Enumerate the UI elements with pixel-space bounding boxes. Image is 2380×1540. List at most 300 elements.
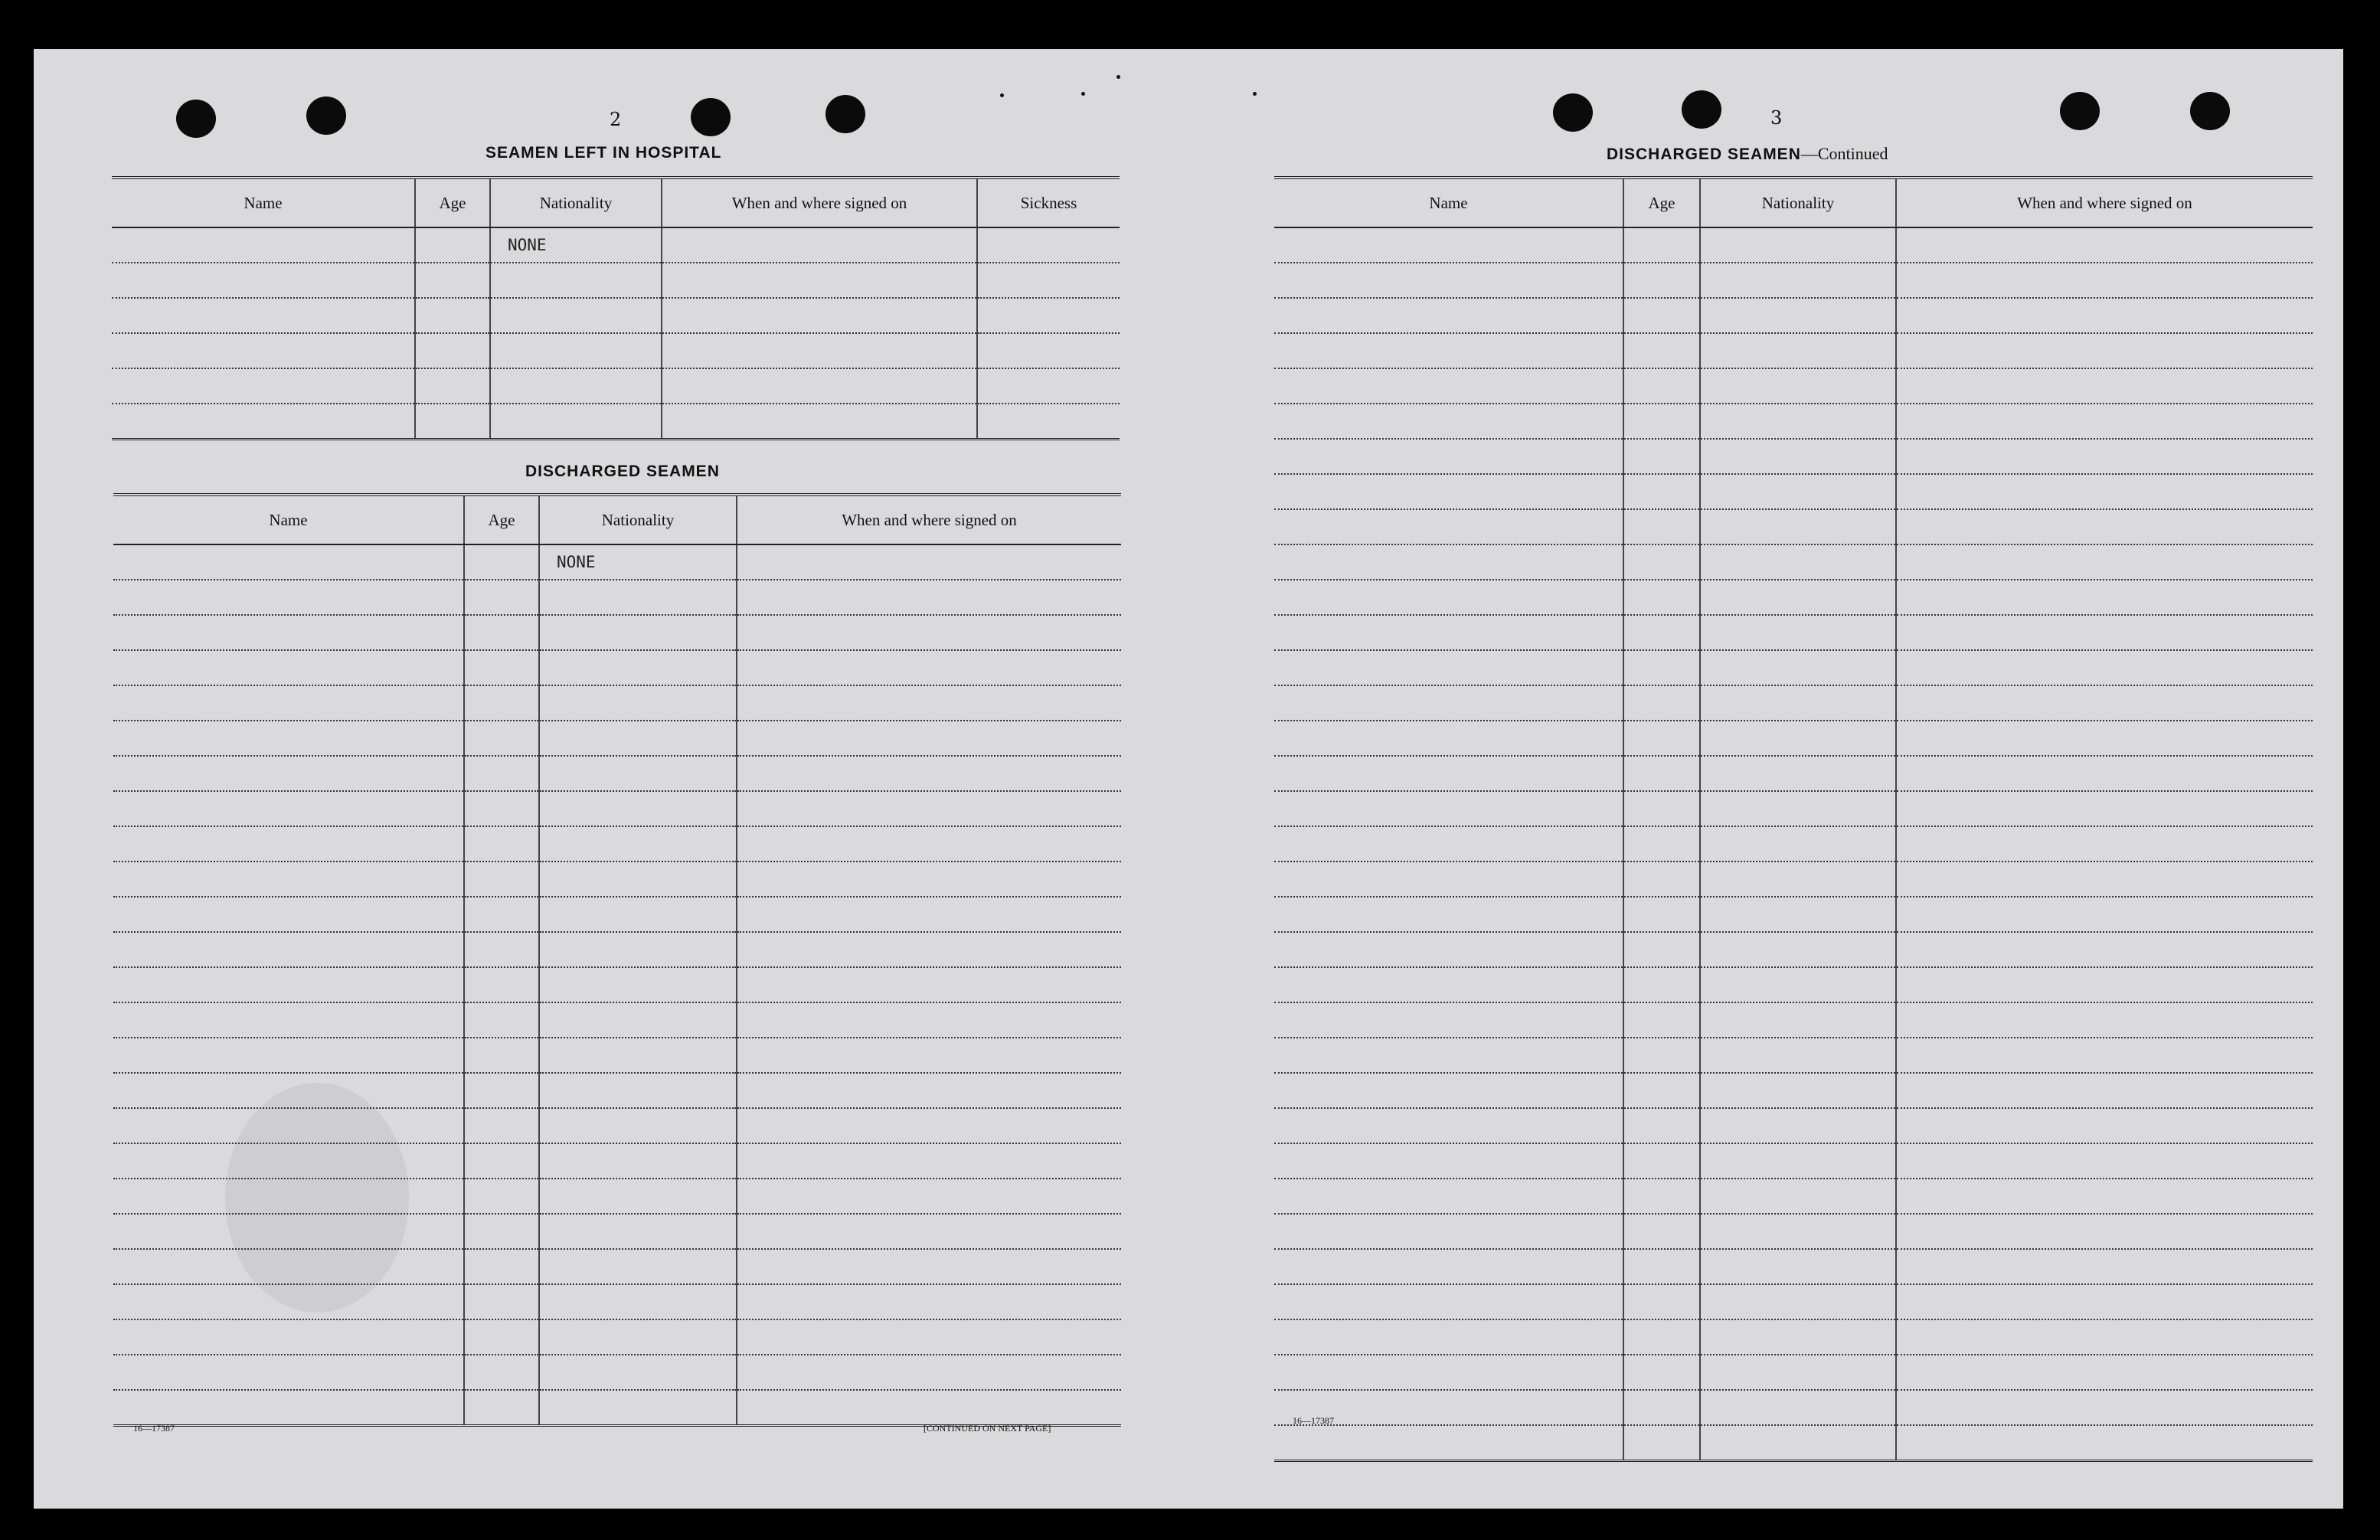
cell [113, 650, 464, 685]
table-row [113, 580, 1121, 615]
table-row [1274, 756, 2313, 791]
cell [1700, 1143, 1896, 1179]
dust-speck [1253, 92, 1257, 96]
cell [1623, 1319, 1700, 1355]
cell [113, 1073, 464, 1108]
cell [1896, 1179, 2313, 1214]
column-header-name: Name [1274, 178, 1623, 227]
column-header-age: Age [415, 178, 490, 227]
cell [464, 1143, 539, 1179]
cell [737, 1038, 1121, 1073]
table-row [113, 544, 1121, 580]
cell [1700, 862, 1896, 897]
table-row [112, 333, 1120, 368]
cell [113, 932, 464, 967]
cell [464, 897, 539, 932]
table-row [113, 1390, 1121, 1426]
cell [662, 227, 977, 263]
cell [1896, 298, 2313, 333]
cell [1274, 1108, 1623, 1143]
cell [464, 1179, 539, 1214]
cell [539, 1179, 737, 1214]
cell [1274, 544, 1623, 580]
cell [737, 544, 1121, 580]
cell [1700, 1390, 1896, 1425]
cell [1623, 1143, 1700, 1179]
column-header-nationality: Nationality [1700, 178, 1896, 227]
table-row [1274, 1390, 2313, 1425]
table-row [113, 1319, 1121, 1355]
cell [113, 1355, 464, 1390]
cell [539, 580, 737, 615]
cell [737, 1390, 1121, 1426]
punch-hole [176, 100, 216, 138]
cell [113, 826, 464, 862]
cell [490, 368, 662, 404]
cell [1896, 333, 2313, 368]
cell [737, 685, 1121, 721]
cell [1896, 1143, 2313, 1179]
cell [1896, 1284, 2313, 1319]
table-row [113, 756, 1121, 791]
column-header-name: Name [112, 178, 415, 227]
cell [113, 1143, 464, 1179]
table-row [1274, 298, 2313, 333]
table-row [1274, 404, 2313, 439]
cell [113, 685, 464, 721]
cell [977, 227, 1120, 263]
cell [113, 721, 464, 756]
cell [662, 404, 977, 440]
cell [539, 1002, 737, 1038]
cell [1274, 439, 1623, 474]
cell [415, 227, 490, 263]
cell [415, 404, 490, 440]
table-row [113, 826, 1121, 862]
table-row [1274, 544, 2313, 580]
cell [1274, 298, 1623, 333]
cell [113, 1108, 464, 1143]
cell [1623, 1390, 1700, 1425]
table-row [1274, 509, 2313, 544]
cell [539, 721, 737, 756]
cell [113, 967, 464, 1002]
table-row [1274, 1002, 2313, 1038]
cell [464, 1002, 539, 1038]
table-row [1274, 1249, 2313, 1284]
cell [539, 932, 737, 967]
cell-nationality-none: NONE [490, 227, 662, 263]
table-row [1274, 474, 2313, 509]
cell [737, 826, 1121, 862]
cell [1623, 1108, 1700, 1143]
cell [1623, 932, 1700, 967]
cell [1700, 333, 1896, 368]
cell-nationality-none: NONE [539, 544, 737, 580]
cell [662, 263, 977, 298]
cell [112, 368, 415, 404]
cell [1896, 721, 2313, 756]
cell [1896, 1002, 2313, 1038]
table-row [1274, 580, 2313, 615]
cell [464, 932, 539, 967]
table-row [113, 650, 1121, 685]
section-title-hospital: SEAMEN LEFT IN HOSPITAL [485, 144, 722, 162]
cell [464, 1249, 539, 1284]
table-row [1274, 368, 2313, 404]
cell [490, 298, 662, 333]
cell [464, 721, 539, 756]
table-row [1274, 1214, 2313, 1249]
cell [737, 791, 1121, 826]
column-header-nationality: Nationality [490, 178, 662, 227]
cell [1896, 580, 2313, 615]
cell [539, 615, 737, 650]
cell [737, 862, 1121, 897]
cell [539, 1108, 737, 1143]
cell [1274, 368, 1623, 404]
cell [1274, 580, 1623, 615]
cell [113, 615, 464, 650]
cell [1700, 404, 1896, 439]
cell [1623, 1038, 1700, 1073]
cell [1700, 721, 1896, 756]
column-header-sickness: Sickness [977, 178, 1120, 227]
cell [1274, 685, 1623, 721]
cell [1896, 544, 2313, 580]
cell [977, 298, 1120, 333]
cell [1700, 544, 1896, 580]
cell [737, 1214, 1121, 1249]
cell [737, 650, 1121, 685]
table-row [113, 1249, 1121, 1284]
cell [737, 1073, 1121, 1108]
cell [1274, 791, 1623, 826]
table-row [113, 1038, 1121, 1073]
cell [1700, 650, 1896, 685]
cell [737, 1143, 1121, 1179]
cell [464, 791, 539, 826]
cell [737, 1319, 1121, 1355]
page-number: 3 [1770, 107, 1783, 129]
table-row [1274, 650, 2313, 685]
cell [1700, 227, 1896, 263]
cell [112, 404, 415, 440]
table-row [1274, 1355, 2313, 1390]
table-row [1274, 615, 2313, 650]
cell [1896, 1249, 2313, 1284]
cell [1623, 721, 1700, 756]
dust-speck [1116, 75, 1120, 79]
cell [1896, 1425, 2313, 1461]
cell [464, 1355, 539, 1390]
cell [1274, 721, 1623, 756]
cell [112, 263, 415, 298]
table-row [1274, 721, 2313, 756]
table-row [113, 1073, 1121, 1108]
cell [1274, 333, 1623, 368]
cell [1700, 1355, 1896, 1390]
cell [1896, 1038, 2313, 1073]
continued-note: [CONTINUED ON NEXT PAGE] [924, 1423, 1051, 1434]
cell [977, 333, 1120, 368]
cell [113, 544, 464, 580]
cell [1896, 826, 2313, 862]
table-row [112, 404, 1120, 440]
cell [539, 1284, 737, 1319]
table-row [1274, 685, 2313, 721]
cell [1700, 826, 1896, 862]
section-title-suffix: —Continued [1800, 144, 1888, 163]
cell [977, 404, 1120, 440]
cell [1274, 474, 1623, 509]
cell [1274, 1284, 1623, 1319]
column-header-age: Age [1623, 178, 1700, 227]
cell [1700, 1073, 1896, 1108]
table-row [112, 227, 1120, 263]
cell [1274, 967, 1623, 1002]
column-header-nationality: Nationality [539, 495, 737, 544]
table-row [113, 791, 1121, 826]
cell [1700, 474, 1896, 509]
column-header-signed-on: When and where signed on [662, 178, 977, 227]
cell [1896, 862, 2313, 897]
table-row [112, 368, 1120, 404]
cell [113, 1002, 464, 1038]
cell [113, 862, 464, 897]
discharged-continued-table [1274, 176, 2313, 1462]
cell [1700, 1038, 1896, 1073]
punch-hole [691, 98, 731, 136]
cell [539, 1319, 737, 1355]
table-row [1274, 1284, 2313, 1319]
cell [1274, 897, 1623, 932]
cell [1623, 509, 1700, 544]
table-row [1274, 1143, 2313, 1179]
cell [1623, 1249, 1700, 1284]
cell [1274, 1002, 1623, 1038]
cell [737, 756, 1121, 791]
section-title-discharged: DISCHARGED SEAMEN [525, 463, 720, 480]
cell [737, 1002, 1121, 1038]
cell [113, 1214, 464, 1249]
cell [464, 826, 539, 862]
cell [1896, 1355, 2313, 1390]
cell [539, 650, 737, 685]
cell [1896, 263, 2313, 298]
cell [464, 862, 539, 897]
table-row [1274, 227, 2313, 263]
cell [539, 1073, 737, 1108]
table-row [1274, 263, 2313, 298]
cell [1274, 1319, 1623, 1355]
table-row [1274, 967, 2313, 1002]
cell [1896, 368, 2313, 404]
table-row [113, 967, 1121, 1002]
table-row [1274, 333, 2313, 368]
cell [1274, 1179, 1623, 1214]
cell [1274, 227, 1623, 263]
cell [464, 1108, 539, 1143]
cell [1274, 1249, 1623, 1284]
cell [1623, 404, 1700, 439]
cell [464, 1390, 539, 1426]
cell [1896, 756, 2313, 791]
cell [1274, 1143, 1623, 1179]
cell [1700, 756, 1896, 791]
cell [1700, 1319, 1896, 1355]
cell [1623, 967, 1700, 1002]
cell [113, 1319, 464, 1355]
cell [113, 1284, 464, 1319]
cell [1700, 932, 1896, 967]
cell [464, 1073, 539, 1108]
table-row [113, 1002, 1121, 1038]
cell [539, 1390, 737, 1426]
cell [1896, 791, 2313, 826]
cell [1700, 791, 1896, 826]
cell [737, 1108, 1121, 1143]
cell [1274, 509, 1623, 544]
cell [112, 227, 415, 263]
cell [112, 333, 415, 368]
table-row [1274, 1319, 2313, 1355]
cell [737, 967, 1121, 1002]
table-row [112, 263, 1120, 298]
cell [539, 967, 737, 1002]
cell [464, 615, 539, 650]
cell [977, 263, 1120, 298]
cell [1274, 1214, 1623, 1249]
cell [1623, 1002, 1700, 1038]
table-row [113, 721, 1121, 756]
cell [737, 721, 1121, 756]
table-row [113, 1214, 1121, 1249]
column-header-signed-on: When and where signed on [737, 495, 1121, 544]
cell [737, 897, 1121, 932]
cell [539, 1249, 737, 1284]
table-row [113, 862, 1121, 897]
punch-hole [2060, 92, 2100, 130]
cell [1896, 1390, 2313, 1425]
cell [1274, 263, 1623, 298]
cell [490, 263, 662, 298]
table-row [113, 1143, 1121, 1179]
cell [737, 1249, 1121, 1284]
cell [464, 650, 539, 685]
cell [539, 1143, 737, 1179]
cell [1274, 404, 1623, 439]
cell [113, 897, 464, 932]
cell [464, 967, 539, 1002]
cell [1274, 650, 1623, 685]
table-row [113, 1284, 1121, 1319]
cell [662, 368, 977, 404]
table-row [112, 298, 1120, 333]
table-row [113, 897, 1121, 932]
table-row [1274, 1073, 2313, 1108]
cell [737, 1284, 1121, 1319]
cell [1623, 756, 1700, 791]
cell [113, 1249, 464, 1284]
cell [464, 685, 539, 721]
punch-hole [1682, 90, 1721, 129]
cell [1274, 1425, 1623, 1461]
table-row [1274, 1038, 2313, 1073]
cell [1896, 932, 2313, 967]
table-row [1274, 1108, 2313, 1143]
cell [1623, 333, 1700, 368]
cell [1623, 862, 1700, 897]
cell [1700, 1002, 1896, 1038]
cell [1623, 544, 1700, 580]
cell [539, 685, 737, 721]
cell [464, 544, 539, 580]
cell [1700, 263, 1896, 298]
cell [1623, 368, 1700, 404]
cell [1274, 615, 1623, 650]
cell [737, 932, 1121, 967]
table-row [113, 1355, 1121, 1390]
cell [1896, 897, 2313, 932]
cell [1700, 580, 1896, 615]
cell [1623, 1425, 1700, 1461]
dust-speck [1000, 93, 1004, 97]
cell [1623, 897, 1700, 932]
column-header-signed-on: When and where signed on [1896, 178, 2313, 227]
cell [1896, 615, 2313, 650]
cell [1896, 1214, 2313, 1249]
cell [113, 1179, 464, 1214]
cell [1274, 1355, 1623, 1390]
cell [1700, 897, 1896, 932]
section-title-text: DISCHARGED SEAMEN [1607, 145, 1801, 163]
table-row [113, 932, 1121, 967]
cell [1896, 967, 2313, 1002]
cell [539, 756, 737, 791]
cell [1896, 1319, 2313, 1355]
cell [464, 1038, 539, 1073]
table-row [1274, 862, 2313, 897]
cell [539, 862, 737, 897]
cell [1896, 1108, 2313, 1143]
cell [464, 1214, 539, 1249]
punch-hole [825, 95, 865, 133]
cell [464, 756, 539, 791]
cell [1700, 368, 1896, 404]
cell [539, 1038, 737, 1073]
table-row [113, 615, 1121, 650]
cell [1623, 791, 1700, 826]
column-header-age: Age [464, 495, 539, 544]
table-row [1274, 1179, 2313, 1214]
cell [1623, 1179, 1700, 1214]
column-header-name: Name [113, 495, 464, 544]
cell [662, 333, 977, 368]
section-title-discharged-continued [1607, 144, 1888, 164]
form-number: 16—17387 [1293, 1415, 1334, 1426]
dust-speck [1081, 92, 1085, 96]
table-row [113, 1179, 1121, 1214]
cell [415, 263, 490, 298]
cell [490, 404, 662, 440]
table-row [113, 1108, 1121, 1143]
cell [1700, 1214, 1896, 1249]
cell [1623, 685, 1700, 721]
punch-hole [306, 96, 346, 135]
cell [1623, 1214, 1700, 1249]
cell [113, 1390, 464, 1426]
